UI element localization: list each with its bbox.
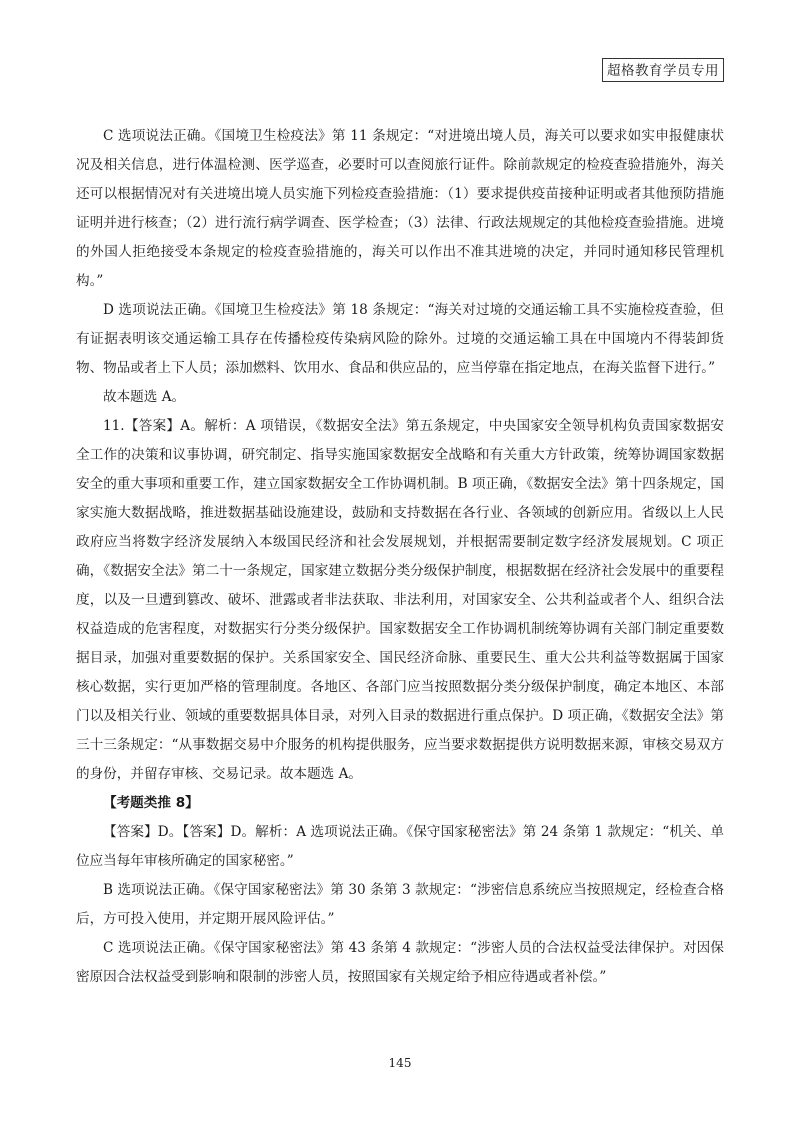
paragraph-conclusion-q10: 故本题选 A。 <box>103 389 186 405</box>
header-badge: 超格教育学员专用 <box>602 58 724 82</box>
paragraph-d-option-q10: D 选项说法正确。《国境卫生检疫法》第 18 条规定：“海关对过境的交通运输工具不实施检疫查验，但有证据表明该交通运输工具存在传播检疫传染病风险的除外。过境的交通运输工具在中国境内不得装卸货物、物品或者上下人员；添加燃料、饮用水、食品和供应品的，应当停靠在指定地点，在海关监督下进行。” <box>76 302 724 376</box>
page-number: 145 <box>388 1056 412 1070</box>
document-body <box>76 122 724 992</box>
paragraph-b-option: B 选项说法正确。《保守国家秘密法》第 30 条第 3 款规定：“涉密信息系统应当按照规定，经检查合格后，方可投入使用，并定期开展风险评估。” <box>76 882 724 927</box>
section-heading: 【考题类推 8】 <box>103 795 199 811</box>
paragraph-answer-q11: 11.【答案】A。解析：A 项错误，《数据安全法》第五条规定，中央国家安全领导机构负责国家数据安全工作的决策和议事协调，研究制定、指导实施国家数据安全战略和有关重大方针政策，统筹协调国家数据安全的重大事项和重要工作，建立国家数据安全工作协调机制。B 项正确，《数据安全法》第十四条规定，国家实施大数据战略，推进数据基础设施建设，鼓励和支持数据在各行业、各领域的创新应用。省级以上人民政府应当将数字经济发展纳入本级国民经济和社会发展规划，并根据需要制定数字经济发展规划。C 项正确，《数据安全法》第二十一条规定，国家建立数据分类分级保护制度，根据数据在经济社会发展中的重要程度，以及一旦遭到篡改、破坏、泄露或者非法获取、非法利用，对国家安全、公共利益或者个人、组织合法权益造成的危害程度，对数据实行分类分级保护。国家数据安全工作协调机制统筹协调有关部门制定重要数据目录，加强对重要数据的保护。关系国家安全、国民经济命脉、重要民生、重大公共利益等数据属于国家核心数据，实行更加严格的管理制度。各地区、各部门应当按照数据分类分级保护制度，确定本地区、本部门以及相关行业、领域的重要数据具体目录，对列入目录的数据进行重点保护。D 项正确，《数据安全法》第三十三条规定：“从事数据交易中介服务的机构提供服务，应当要求数据提供方说明数据来源，审核交易双方的身份，并留存审核、交易记录。故本题选 A。 <box>76 418 724 782</box>
paragraph-c-option: C 选项说法正确。《保守国家秘密法》第 43 条第 4 款规定：“涉密人员的合法权益受法律保护。对因保密原因合法权益受到影响和限制的涉密人员，按照国家有关规定给予相应待遇或者补偿。” <box>76 940 724 985</box>
paragraph-c-option-q10: C 选项说法正确。《国境卫生检疫法》第 11 条规定：“对进境出境人员，海关可以要求如实申报健康状况及相关信息，进行体温检测、医学巡查，必要时可以查阅旅行证件。除前款规定的检疫查验措施外，海关还可以根据情况对有关进境出境人员实施下列检疫查验措施：（1）要求提供疫苗接种证明或者其他预防措施证明并进行核查；（2）进行流行病学调查、医学检查；（3）法律、行政法规规定的其他检疫查验措施。进境的外国人拒绝接受本条规定的检疫查验措施的，海关可以作出不准其进境的决定，并同时通知移民管理机构。” <box>76 128 724 289</box>
paragraph-answer-a-option: 【答案】D。【答案】D。解析：A 选项说法正确。《保守国家秘密法》第 24 条第 1 款规定：“机关、单位应当每年审核所确定的国家秘密。” <box>76 824 724 869</box>
